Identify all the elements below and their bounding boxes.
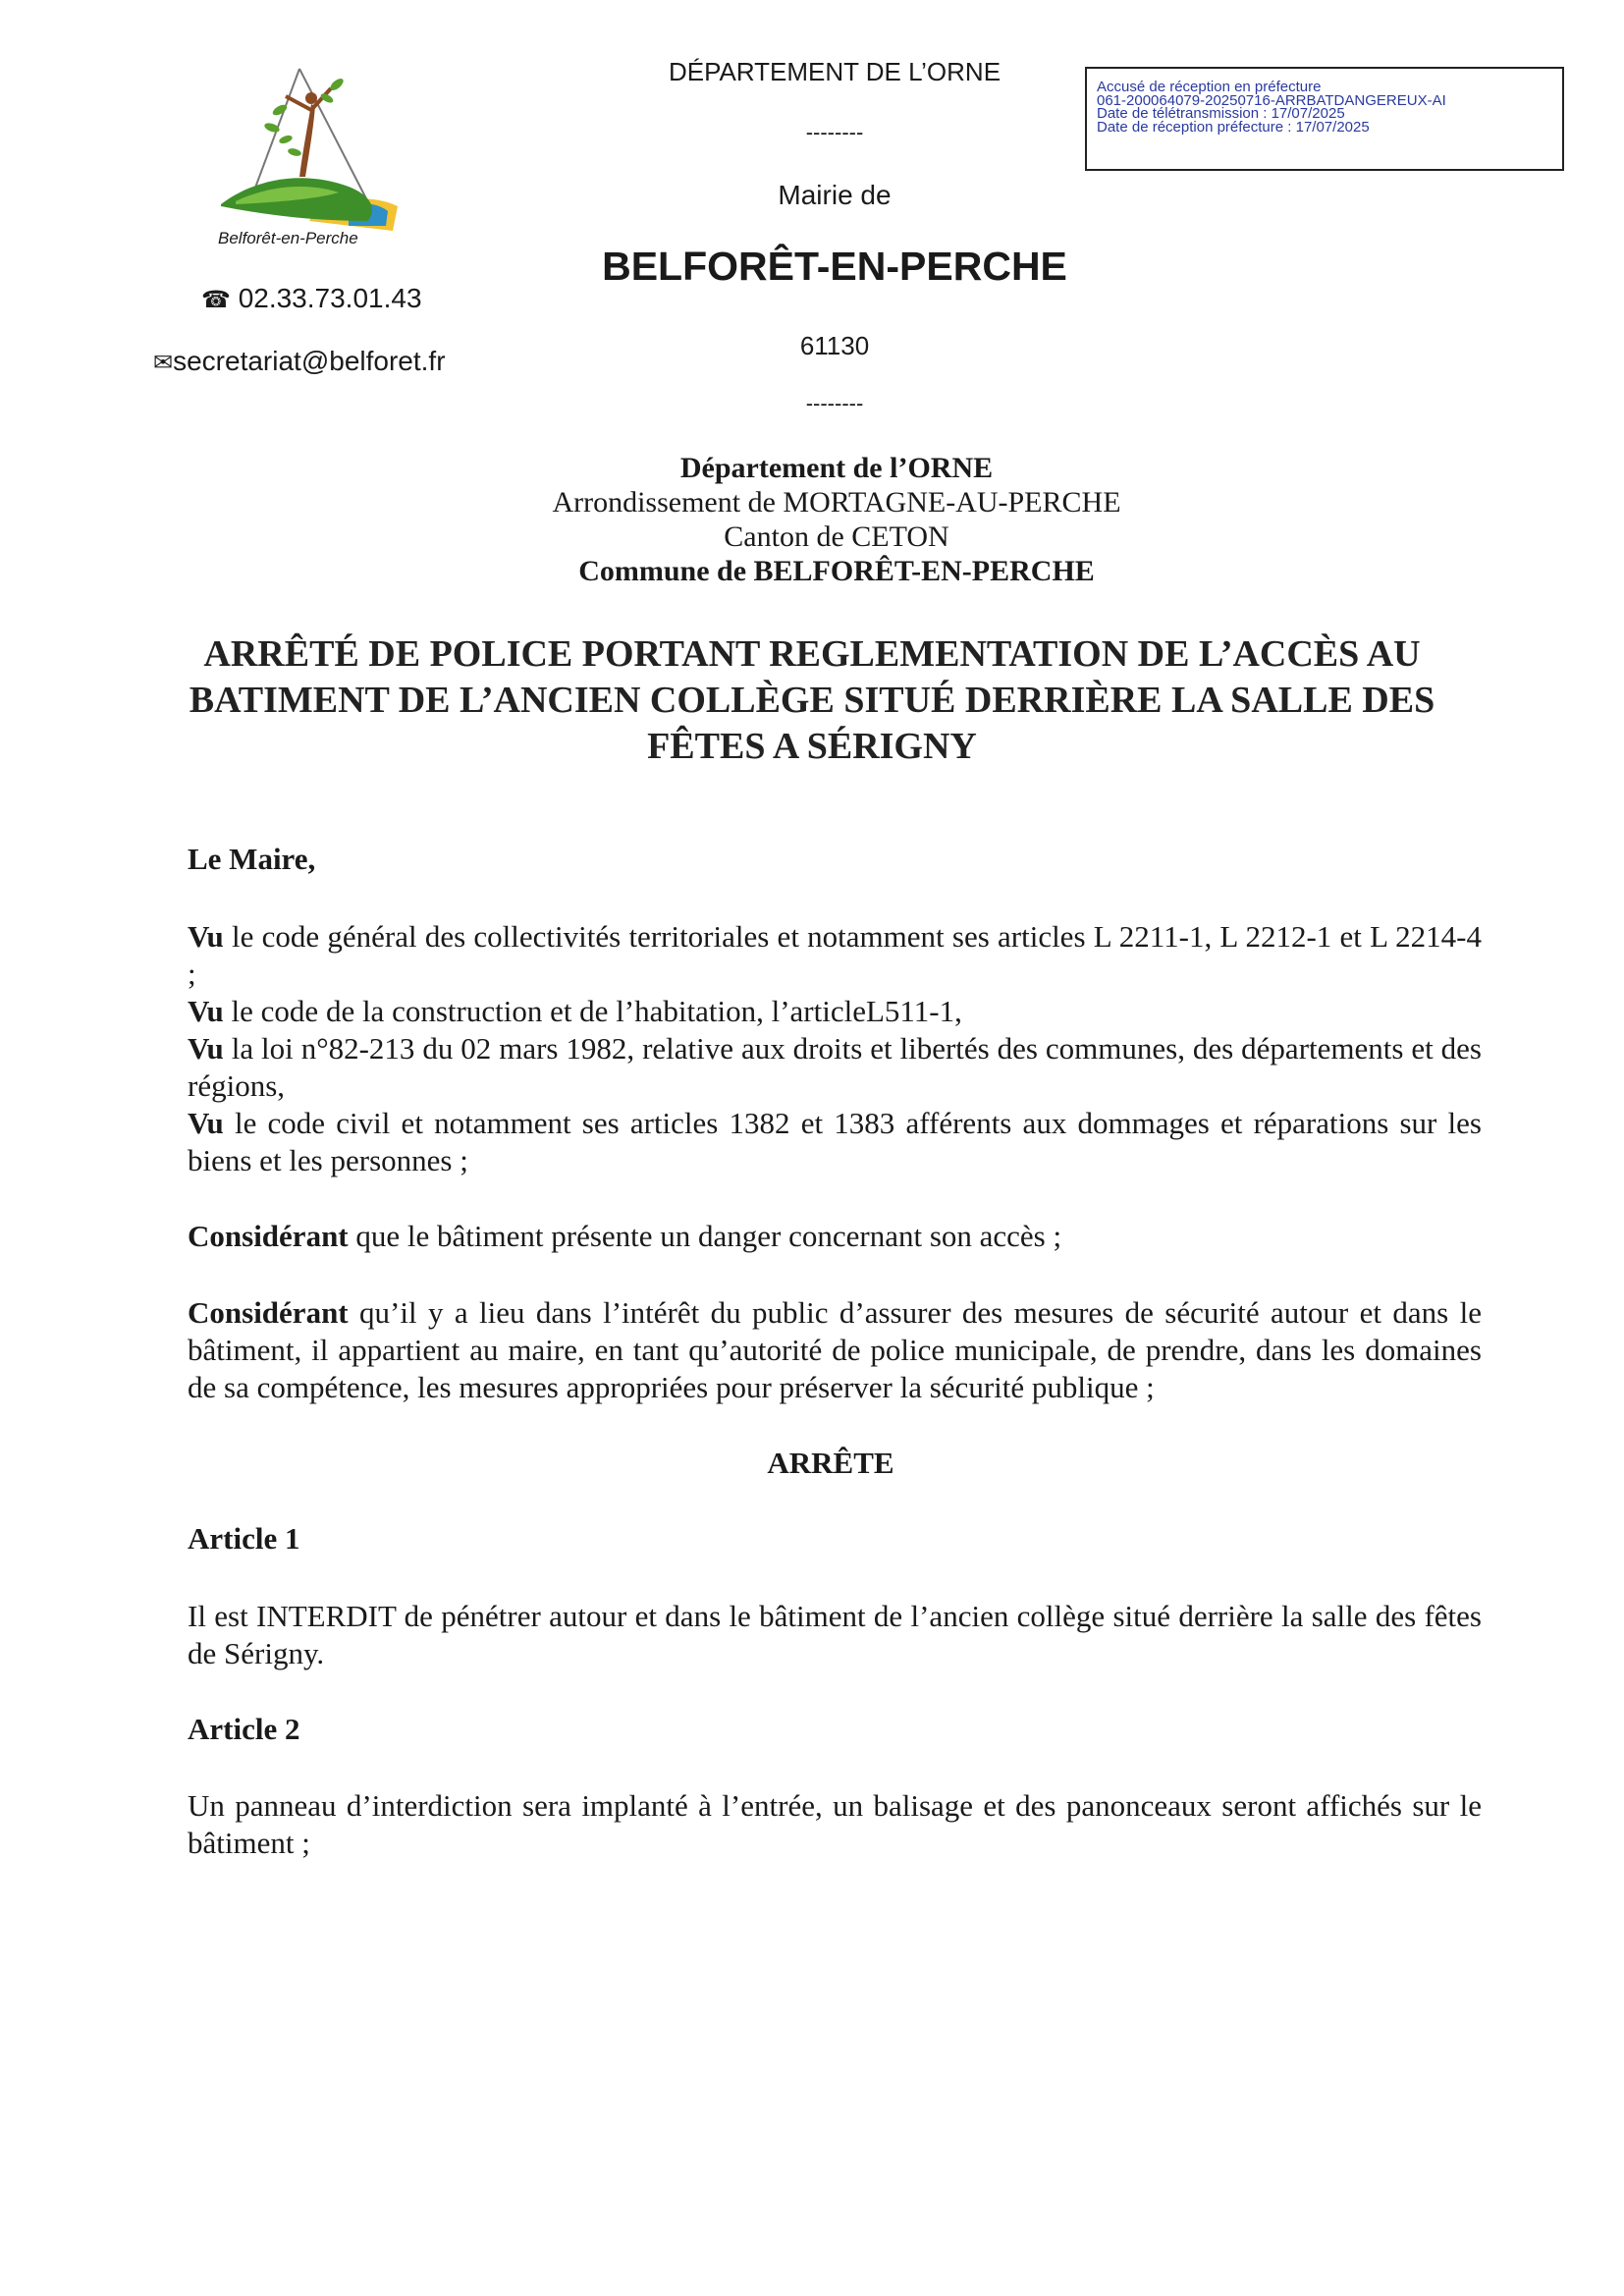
mailbox-icon: ✉ <box>153 350 174 376</box>
logo-caption: Belforêt-en-Perche <box>218 229 358 247</box>
vu-clause-4 <box>188 1105 1482 1179</box>
telephone-icon: ☎ <box>201 287 231 313</box>
article-2-title: Article 2 <box>188 1712 300 1746</box>
vu-keyword: Vu <box>188 919 224 954</box>
vu-clauses <box>188 918 1482 1179</box>
title-line-1: ARRÊTÉ DE POLICE PORTANT REGLEMENTATION DE L’ACCÈS AU <box>203 633 1421 675</box>
phone-number: 02.33.73.01.43 <box>238 283 422 313</box>
email-line <box>153 346 446 377</box>
le-maire: Le Maire, <box>188 842 316 876</box>
considerant-text-1: que le bâtiment présente un danger concernant son accès ; <box>348 1219 1062 1253</box>
prefecture-receipt-stamp <box>1085 67 1564 171</box>
vu-keyword: Vu <box>188 1106 224 1140</box>
admin-canton: Canton de CETON <box>724 520 949 553</box>
vu-keyword: Vu <box>188 1031 224 1066</box>
vu-clause-1 <box>188 918 1482 993</box>
admin-commune: Commune de BELFORÊT-EN-PERCHE <box>578 555 1095 587</box>
email-address: secretariat@belforet.fr <box>173 346 446 376</box>
article-2-text: Un panneau d’interdiction sera implanté à l’entrée, un balisage et des panonceaux seront affichés sur le bâtiment ; <box>188 1788 1482 1860</box>
vu-text-4: le code civil et notamment ses articles 1382 et 1383 afférents aux dommages et réparations sur les biens et les personnes ; <box>188 1106 1482 1177</box>
phone-line <box>201 283 422 314</box>
logo-graphic <box>201 59 417 255</box>
vu-text-1: le code général des collectivités territoriales et notamment ses articles L 2211-1, L 2212-1 et L 2214-4 ; <box>188 919 1482 991</box>
title-line-2: BATIMENT DE L’ANCIEN COLLÈGE SITUÉ DERRIÈRE LA SALLE DES <box>189 680 1435 721</box>
header-separator-bottom: -------- <box>805 391 864 415</box>
considerant-clause-1 <box>188 1218 1482 1255</box>
article-1-text: Il est INTERDIT de pénétrer autour et dans le bâtiment de l’ancien collège situé derrière la salle des fêtes de Sérigny. <box>188 1599 1482 1670</box>
title-line-3: FÊTES A SÉRIGNY <box>647 726 977 767</box>
stamp-line-1: Accusé de réception en préfecture <box>1097 79 1322 95</box>
considerant-keyword: Considérant <box>188 1295 349 1330</box>
considerant-clause-2 <box>188 1294 1482 1406</box>
header-mairie: Mairie de <box>778 180 892 210</box>
considerant-text-2: qu’il y a lieu dans l’intérêt du public d’assurer des mesures de sécurité autour et dans le bâtiment, il appartient au maire, en tant qu’autorité de police municipale, de prendre, dans les domaines de sa compétence, les mesures appropriées pour préserver la sécurité publique ; <box>188 1295 1482 1404</box>
vu-clause-3 <box>188 1030 1482 1105</box>
stamp-line-3: Date de télétransmission : 17/07/2025 <box>1097 105 1345 122</box>
article-1-title: Article 1 <box>188 1521 300 1556</box>
considerant-keyword: Considérant <box>188 1219 349 1253</box>
vu-clause-2 <box>188 993 1482 1030</box>
arrete-heading: ARRÊTE <box>767 1446 894 1480</box>
stamp-line-4: Date de réception préfecture : 17/07/2025 <box>1097 118 1370 136</box>
admin-departement: Département de l’ORNE <box>679 452 994 484</box>
stamp-line-2: 061-200064079-20250716-ARRBATDANGEREUX-AI <box>1097 91 1446 109</box>
commune-logo <box>201 59 417 255</box>
admin-arrondissement: Arrondissement de MORTAGNE-AU-PERCHE <box>552 486 1121 519</box>
header-postcode: 61130 <box>799 331 870 360</box>
header-department: DÉPARTEMENT DE L’ORNE <box>668 57 1001 86</box>
header-commune: BELFORÊT-EN-PERCHE <box>602 244 1067 289</box>
vu-keyword: Vu <box>188 994 224 1028</box>
vu-text-2: le code de la construction et de l’habitation, l’articleL511-1, <box>223 994 962 1028</box>
header-separator-top: -------- <box>805 120 864 144</box>
document-title <box>147 631 1477 770</box>
vu-text-3: la loi n°82-213 du 02 mars 1982, relative aux droits et libertés des communes, des départements et des régions, <box>188 1031 1482 1103</box>
